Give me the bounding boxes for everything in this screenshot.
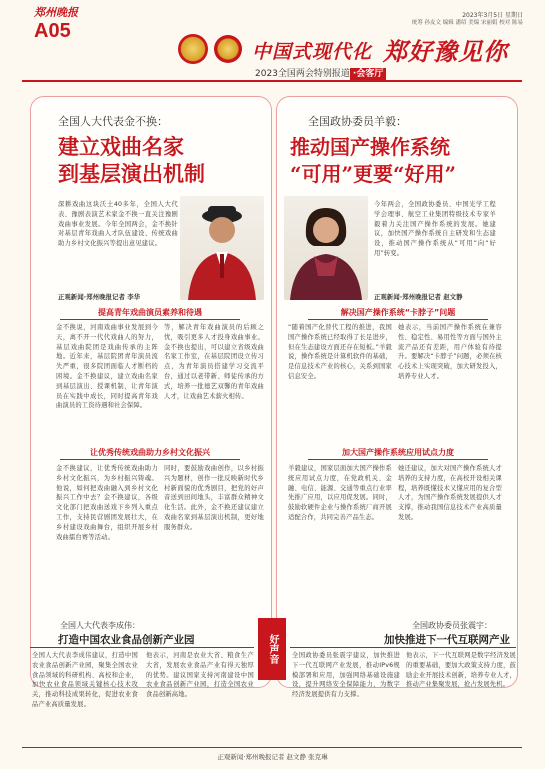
left-col-3: 金不换建议，让优秀传统戏曲助力乡村文化振兴，为乡村振兴铸魂。他说，如何把戏曲融入到乡村文化振兴工作中去？金不换建议，各级文化部门把戏曲送戏下乡列入重点工作，支持民营剧团发展壮大，在乡村建设戏曲舞台，组织开展乡村戏曲擂台赛等活动。 xyxy=(56,465,158,541)
bottom-left-rule xyxy=(30,647,254,648)
bottom-left-headline: 打造中国农业食品创新产业园 xyxy=(58,634,195,646)
banner-title-right: 郑好豫见你 xyxy=(383,37,508,66)
bottom-right-rule xyxy=(290,647,516,648)
bottom-right-col-1: 全国政协委员张震宇建议，加快推进下一代互联网产业发展，推动IPv6规模部署和应用，加强网络基础设施建设，提升网络安全保障能力，为数字经济发展提供有力支撑。 xyxy=(292,652,400,699)
bottom-right-col-2: 他表示，下一代互联网是数字经济发展的重要基础，要加大政策支持力度，鼓励企业开展技术创新，培养专业人才，推动产业集聚发展，抢占发展先机。 xyxy=(406,652,516,689)
right-section-2: 加大国产操作系统应用试点力度 xyxy=(342,448,454,457)
right-kicker: 全国政协委员羊毅： xyxy=(308,115,407,128)
left-section-1: 提高青年戏曲演员素养和待遇 xyxy=(98,308,202,317)
person-icon xyxy=(180,196,264,300)
bottom-left-kicker: 全国人大代表李成伟： xyxy=(60,621,140,630)
left-portrait xyxy=(180,196,264,300)
bottom-right-kicker: 全国政协委员张震宇： xyxy=(412,621,492,630)
left-section-2: 让优秀传统戏曲助力乡村文化振兴 xyxy=(90,448,210,457)
left-kicker: 全国人大代表金不换： xyxy=(58,115,168,128)
right-headline-2: “可用”更要“好用” xyxy=(290,162,457,186)
right-col-1: “随着国产化替代工程的推进，我国国产操作系统已经取得了长足进步，但在生态建设方面还存在短板。”羊毅说，操作系统是计算机软件的基础，是信息技术产业的核心，关系到国家信息安全。 xyxy=(288,324,392,380)
right-rule-2 xyxy=(308,459,488,460)
left-col-1: 金不换说，河南戏曲事业发展到今天，离不开一代代戏曲人的努力，基层戏曲院团是戏曲传承的主阵地。近年来，基层院团青年演员流失严重，很多院团面临人才断档的困境。金不换建议，建立戏曲名家到基层演出、授课机制，让青年演员在实践中成长，同时提高青年戏曲演员的工资待遇和社会保障。 xyxy=(56,324,158,410)
left-col-4: 同时，要鼓励戏曲创作，以乡村振兴为题材，创作一批反映新时代乡村新面貌的优秀剧目，把党的好声音送到田间地头，丰富群众精神文化生活。此外，金不换还建议建立戏曲名家到基层演出机制，更好地服务群众。 xyxy=(164,465,264,531)
left-intro: 深耕戏曲这块沃土40多年，全国人大代表、豫剧表演艺术家金不换一直关注豫剧戏曲事业发展。今年全国两会，金不换针对基层青年戏曲人才队伍建设、传统戏曲助力乡村文化振兴等提出意见建议。 xyxy=(58,201,178,248)
footer-rule xyxy=(22,747,522,748)
right-col-3: 羊毅建议，国家层面加大国产操作系统应用试点力度，在党政机关、金融、电信、能源、交通等重点行业率先推广应用，以应用促发展。同时，鼓励软硬件企业与操作系统厂商开展适配合作，共同完善产品生态。 xyxy=(288,465,392,521)
center-tag-text: 好声音 xyxy=(267,634,278,664)
left-col-2: 等，解决青年戏曲演员的后顾之忧，吸引更多人才投身戏曲事业。金不换也提出，可以建立省级戏曲名家工作室，在基层院团设立传习点，为青年演员搭建学习交流平台，通过以老带新、师徒传承的方式，培养一批德艺双馨的青年戏曲人才，让戏曲艺术薪火相传。 xyxy=(164,324,264,400)
right-byline: 正观新闻·郑州晚报记者 赵文静 xyxy=(374,294,463,301)
right-intro: 今年两会，全国政协委员、中国光学工程学会理事、航空工业集团特级技术专家羊毅着力关注国产操作系统的发展。她建议，加快国产操作系统自主研发和生态建设，推动国产操作系统从“可用”向“好用”转变。 xyxy=(374,201,496,257)
bottom-left-col-2: 他表示，河南是农业大省、粮食生产大省，发展农业食品产业有得天独厚的优势。建议国家支持河南建设中国农业食品创新产业园，打造全国农业食品创新高地。 xyxy=(146,652,254,699)
right-rule-1 xyxy=(308,319,488,320)
cppcc-emblem-icon xyxy=(214,35,242,63)
masthead-logo: 郑州晚报 xyxy=(34,6,78,19)
right-headline-1: 推动国产操作系统 xyxy=(290,135,450,159)
right-col-2: 她表示，当前国产操作系统在兼容性、稳定性、易用性等方面与国外主流产品还有差距，用户体验有待提升。要解决“卡脖子”问题，必须在核心技术上实现突破，加大研发投入，培养专业人才。 xyxy=(398,324,502,380)
banner-title-left: 中国式现代化 xyxy=(252,41,373,63)
right-section-1: 解决国产操作系统“卡脖子”问题 xyxy=(340,308,456,317)
page-number xyxy=(34,20,71,43)
person-icon xyxy=(284,196,368,300)
right-portrait xyxy=(284,196,368,300)
banner-rule xyxy=(22,80,522,82)
national-emblem-icon xyxy=(178,34,208,64)
left-byline: 正观新闻·郑州晚报记者 李华 xyxy=(58,294,141,301)
left-rule-2 xyxy=(60,459,240,460)
banner-tag: ·会客厅 xyxy=(350,68,386,80)
center-tag xyxy=(258,618,286,680)
banner-subtitle-text: 2023全国两会特别报道 xyxy=(255,69,350,79)
banner-subtitle xyxy=(255,66,386,79)
left-headline-2: 到基层演出机制 xyxy=(58,161,205,186)
bottom-right-headline: 加快推进下一代互联网产业 xyxy=(384,634,510,646)
left-rule-1 xyxy=(60,319,240,320)
editors-line: 统筹 孙友文 编辑 潘绍 美编 宋丽娟 校对 陈易 xyxy=(411,20,523,26)
bottom-left-col-1: 全国人大代表李成伟建议，打造中国农业食品创新产业园，聚集全国农业食品领域的科研机构、高校和企业，加快农业食品领域关键核心技术攻关，推动科技成果转化，促进农业食品产业高质量发展。 xyxy=(32,652,138,708)
footer-credit: 正观新闻·郑州晚报记者 赵文静 张克琳 xyxy=(217,753,328,761)
left-headline-1: 建立戏曲名家 xyxy=(58,134,184,159)
date-line: 2023年3月5日 星期日 xyxy=(462,12,523,19)
page-label: A05 xyxy=(34,20,71,42)
right-col-4: 她还建议，加大对国产操作系统人才培养的支持力度，在高校开设相关课程，培养既懂技术又懂应用的复合型人才，为国产操作系统发展提供人才支撑，推动我国信息技术产业高质量发展。 xyxy=(398,465,502,521)
